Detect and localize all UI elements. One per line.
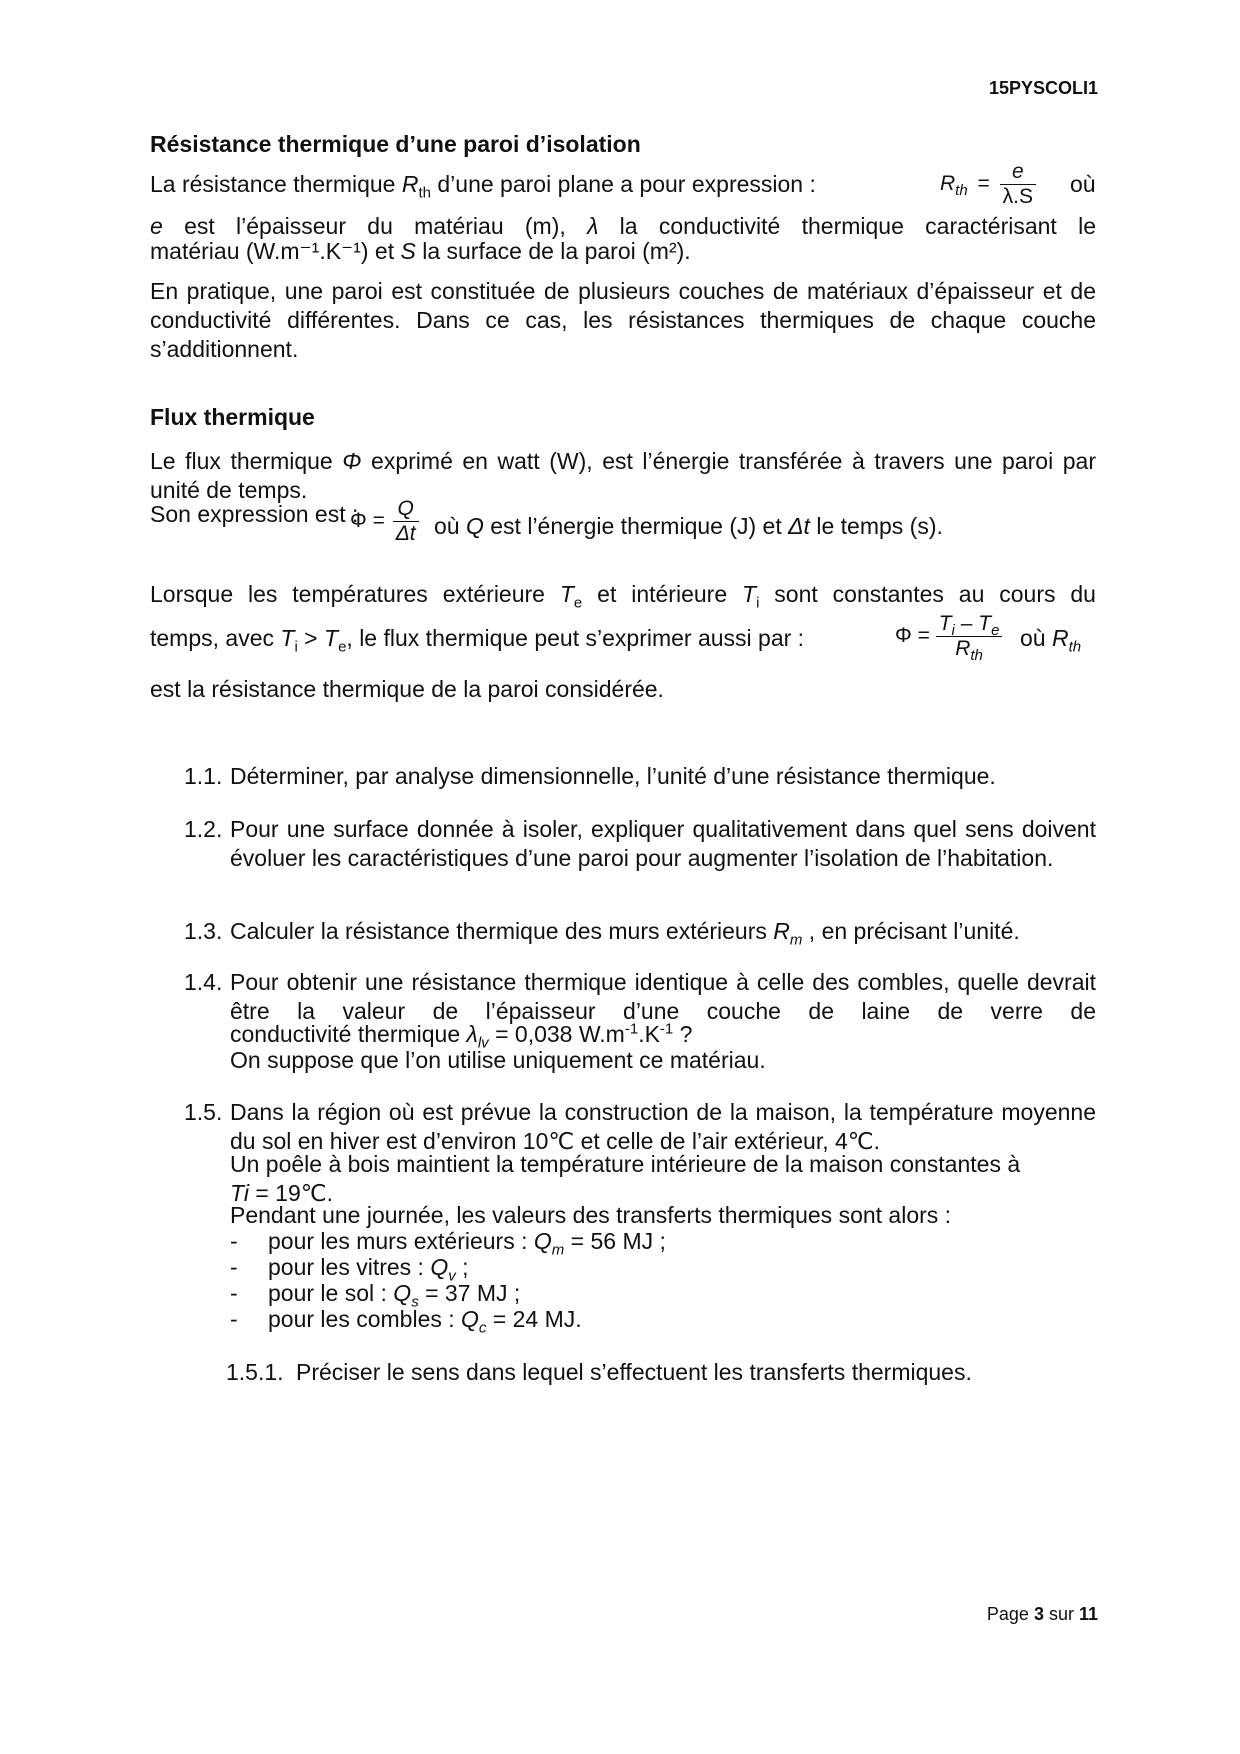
- resistance-formula: $R_{th}$ = $\frac{e}{\lambda.S}$: [940, 160, 1036, 209]
- symbol-T: T: [978, 612, 992, 635]
- paragraph-layers: En pratique, une paroi est constituée de plusieurs couches de matériaux d’épaisseur et de conductivité différentes. Dans ce cas, les résistances thermiques de chaque couche s’additionnent.: [150, 278, 1096, 362]
- text: la conductivité thermique caractérisant le: [598, 213, 1097, 239]
- minus: –: [954, 612, 979, 635]
- fraction: [936, 612, 1003, 665]
- current-page: 3: [1033, 1604, 1044, 1624]
- question-text-conductivity: [230, 1020, 693, 1052]
- ou-word: où: [1070, 171, 1096, 197]
- symbol-e: e: [150, 213, 163, 239]
- bullet-text: [268, 1279, 521, 1311]
- fraction-numerator: e: [1011, 160, 1024, 183]
- text: matériau (W.m⁻¹.K⁻¹) et: [150, 238, 401, 264]
- text: Lorsque les températures extérieure: [150, 581, 560, 607]
- text: conductivité thermique: [230, 1021, 467, 1047]
- text: pour les combles :: [268, 1306, 462, 1332]
- bullet-text: [268, 1253, 469, 1285]
- symbol-lambda: λ: [466, 1021, 478, 1047]
- symbol-Ti: Ti: [230, 1180, 249, 1206]
- flux-expression-explanation: [434, 512, 943, 541]
- superscript: -1: [624, 1020, 639, 1038]
- document-code: 15PYSCOLI1: [988, 78, 1098, 98]
- text: Page: [986, 1604, 1034, 1624]
- bullet-text: [268, 1305, 582, 1337]
- text: = 24 MJ.: [486, 1306, 582, 1332]
- question-text: Déterminer, par analyse dimensionnelle, l’unité d’une résistance thermique.: [230, 763, 996, 789]
- temperature-line2: [150, 624, 805, 656]
- bullet-dash: -: [230, 1254, 238, 1280]
- symbol-delta-t: Δt: [788, 513, 810, 539]
- bullet-dash: -: [230, 1306, 238, 1332]
- text: ?: [673, 1021, 693, 1047]
- formula-lhs: Φ =: [895, 624, 930, 648]
- symbol-phi: Φ: [342, 448, 362, 474]
- total-pages: 11: [1078, 1604, 1098, 1624]
- symbol-lambda: λ: [587, 213, 599, 239]
- text: exprimé en watt (W), est l’énergie transférée à travers une paroi par unité de temps.: [150, 448, 1096, 503]
- temperature-line3: est la résistance thermique de la paroi considérée.: [150, 676, 664, 702]
- text: = 56 MJ ;: [564, 1228, 666, 1254]
- text: ;: [455, 1254, 469, 1280]
- symbol-T: T: [742, 581, 757, 607]
- fraction-numerator: [936, 612, 1003, 640]
- question-text-assumption: On suppose que l’on utilise uniquement ce matériau.: [230, 1047, 766, 1073]
- question-transfers-intro: Pendant une journée, les valeurs des transferts thermiques sont alors :: [230, 1202, 952, 1228]
- text: sont constantes au cours du: [759, 581, 1096, 607]
- text: Le flux thermique: [150, 448, 343, 474]
- symbol-Q: Q: [465, 513, 484, 539]
- text: Un poêle à bois maintient la température intérieure de la maison constantes à: [230, 1151, 1021, 1177]
- text: .K: [638, 1021, 660, 1047]
- question-text: Préciser le sens dans lequel s’effectuent les transferts thermiques.: [296, 1359, 972, 1385]
- symbol-R: R: [773, 918, 790, 944]
- text: , en précisant l’unité.: [802, 918, 1020, 944]
- text: Son expression est :: [150, 501, 359, 527]
- subscript: s: [411, 1293, 419, 1311]
- text: La résistance thermique: [150, 171, 402, 197]
- question-text: Pour obtenir une résistance thermique identique à celle des combles, quelle devrait être la valeur de l’épaisseur d’une couche de laine de verre de: [230, 969, 1096, 1024]
- symbol-R: R: [955, 637, 971, 660]
- subscript-i: i: [294, 638, 298, 656]
- symbol-Q: Q: [533, 1228, 552, 1254]
- fraction: [393, 497, 419, 546]
- subscript: v: [448, 1267, 456, 1285]
- question-number: 1.4.: [184, 969, 223, 995]
- text: >: [297, 625, 325, 651]
- question-stove-text: [230, 1150, 1096, 1208]
- text: d’une paroi plane a pour expression :: [431, 171, 816, 197]
- flux-expression: [150, 500, 358, 529]
- symbol-Q: Q: [461, 1306, 479, 1332]
- text: temps, avec: [150, 625, 281, 651]
- text: = 0,038 W.m: [488, 1021, 625, 1047]
- symbol-Q: Q: [430, 1254, 449, 1280]
- subscript: c: [478, 1319, 487, 1337]
- symbol-T: T: [324, 625, 339, 651]
- bullet-text: [268, 1227, 666, 1259]
- question-number: 1.5.: [184, 1099, 223, 1125]
- bullet-dash: -: [230, 1228, 238, 1254]
- subscript-m: m: [789, 931, 803, 949]
- text: pour les murs extérieurs :: [268, 1228, 534, 1254]
- text: la surface de la paroi (m²).: [415, 238, 691, 264]
- text: est l’énergie thermique (J) et: [483, 513, 789, 539]
- formula-lhs: R: [940, 172, 956, 196]
- rth-reference: [1020, 624, 1082, 656]
- symbol-R: R: [1051, 625, 1069, 651]
- text: Calculer la résistance thermique des murs extérieurs: [230, 918, 774, 944]
- flux-temperature-formula: [895, 612, 1002, 665]
- text: , le flux thermique peut s’exprimer aussi par :: [346, 625, 805, 651]
- text: sur: [1043, 1604, 1079, 1624]
- text: pour le sol :: [268, 1280, 394, 1306]
- subscript-th: th: [970, 647, 983, 665]
- formula-lhs-sub: th: [955, 182, 968, 200]
- question-number: 1.5.1.: [226, 1359, 284, 1385]
- subscript: m: [551, 1241, 565, 1259]
- subscript-i: i: [951, 622, 955, 640]
- symbol-S: S: [400, 238, 416, 264]
- flux-formula: [350, 497, 419, 546]
- text: où: [1020, 625, 1052, 651]
- section-title-resistance: Résistance thermique d’une paroi d’isolation: [150, 131, 641, 157]
- section-title-flux: Flux thermique: [150, 404, 315, 430]
- symbol: R: [401, 171, 419, 197]
- symbol-T: T: [938, 612, 952, 635]
- subscript-e: e: [991, 622, 1000, 640]
- text: et intérieure: [582, 581, 742, 607]
- question-number: 1.3.: [184, 918, 223, 944]
- fraction-denominator: Δt: [393, 521, 419, 546]
- subscript-e: e: [338, 638, 347, 656]
- temperature-line1: [150, 580, 1096, 612]
- question-number: 1.1.: [184, 763, 223, 789]
- question-text: Pour une surface donnée à isoler, expliquer qualitativement dans quel sens doivent évoluer les caractéristiques d’une paroi pour augmenter l’isolation de l’habitation.: [230, 816, 1096, 871]
- fraction: [1000, 160, 1036, 209]
- text: est l’épaisseur du matériau (m),: [162, 213, 588, 239]
- question-text: [230, 917, 1096, 949]
- question-text: Dans la région où est prévue la construction de la maison, la température moyenne du sol en hiver est d’environ 10℃ et celle de l’air extérieur, 4℃.: [230, 1099, 1096, 1154]
- subscript-e: e: [573, 594, 583, 612]
- symbol-Q: Q: [393, 1280, 412, 1306]
- text: = 37 MJ ;: [418, 1280, 521, 1306]
- fraction-denominator: [936, 636, 1003, 665]
- text: le temps (s).: [809, 513, 943, 539]
- symbol-T: T: [559, 581, 574, 607]
- flux-definition: [150, 447, 1096, 505]
- text: où: [434, 513, 466, 539]
- subscript-lv: lv: [477, 1034, 489, 1052]
- fraction-numerator: Q: [397, 497, 414, 520]
- subscript-th: th: [1068, 638, 1082, 656]
- fraction-denominator: λ.S: [1000, 184, 1036, 209]
- question-number: 1.2.: [184, 816, 223, 842]
- superscript: -1: [659, 1020, 674, 1038]
- text: = 19℃.: [248, 1180, 333, 1206]
- subscript-i: i: [756, 594, 760, 612]
- resistance-definition-line3: [150, 237, 691, 266]
- page-number: [987, 1600, 1098, 1629]
- formula-lhs: Φ =: [350, 509, 385, 533]
- bullet-dash: -: [230, 1280, 238, 1306]
- subscript: th: [418, 184, 431, 202]
- symbol-T: T: [280, 625, 295, 651]
- text: pour les vitres :: [268, 1254, 431, 1280]
